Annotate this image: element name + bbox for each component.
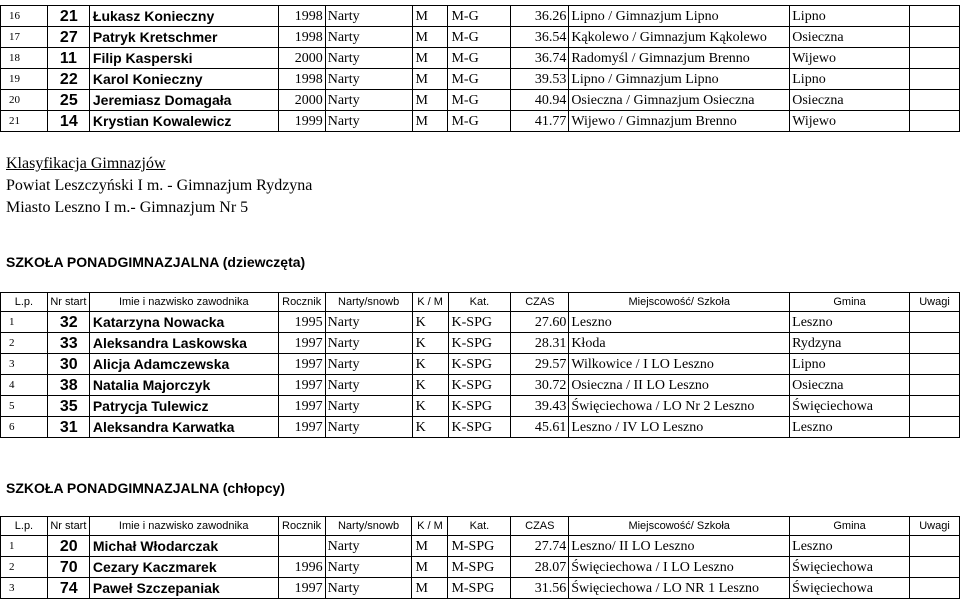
- cell-nr: 14: [47, 111, 89, 132]
- cell-time: 27.60: [511, 312, 569, 333]
- cell-time: 39.43: [511, 396, 569, 417]
- cell-year: 1999: [278, 111, 325, 132]
- table-header-row: [1, 517, 960, 536]
- cell-year: 1997: [278, 417, 325, 438]
- header-sex: K / M: [412, 517, 448, 536]
- cell-lp: 3: [1, 578, 48, 599]
- cell-nr: 27: [47, 27, 89, 48]
- cell-lp: 20: [1, 90, 48, 111]
- cell-uwagi: [910, 312, 960, 333]
- cell-nr: 38: [47, 375, 89, 396]
- cell-sex: K: [412, 417, 448, 438]
- cell-name: Alicja Adamczewska: [89, 354, 278, 375]
- cell-gmina: Osieczna: [790, 90, 910, 111]
- header-nr: Nr start: [47, 293, 89, 312]
- cell-lp: 21: [1, 111, 48, 132]
- cell-cat: K-SPG: [448, 417, 511, 438]
- cell-lp: 1: [1, 536, 48, 557]
- cell-year: [278, 536, 325, 557]
- cell-school: Kąkolewo / Gimnazjum Kąkolewo: [569, 27, 790, 48]
- header-uwagi: Uwagi: [909, 517, 959, 536]
- header-year: Rocznik: [278, 293, 325, 312]
- cell-uwagi: [910, 90, 960, 111]
- cell-school: Lipno / Gimnazjum Lipno: [569, 6, 790, 27]
- cell-sex: K: [412, 396, 448, 417]
- cell-time: 41.77: [511, 111, 569, 132]
- cell-lp: 5: [1, 396, 48, 417]
- cell-type: Narty: [325, 312, 412, 333]
- cell-time: 36.26: [511, 6, 569, 27]
- cell-type: Narty: [325, 48, 412, 69]
- cell-gmina: Osieczna: [790, 375, 910, 396]
- cell-sex: K: [412, 375, 448, 396]
- cell-year: 1997: [278, 354, 325, 375]
- cell-type: Narty: [325, 111, 412, 132]
- cell-nr: 74: [47, 578, 89, 599]
- cell-sex: K: [412, 354, 448, 375]
- results-table-gimnazjum: [0, 5, 960, 132]
- cell-type: Narty: [325, 557, 412, 578]
- cell-cat: K-SPG: [448, 333, 511, 354]
- cell-name: Michał Włodarczak: [89, 536, 278, 557]
- cell-sex: M: [412, 557, 448, 578]
- cell-cat: M-G: [448, 69, 511, 90]
- cell-uwagi: [910, 6, 960, 27]
- table-row: [1, 417, 960, 438]
- cell-time: 27.74: [511, 536, 569, 557]
- cell-uwagi: [909, 536, 959, 557]
- cell-sex: K: [412, 312, 448, 333]
- cell-name: Katarzyna Nowacka: [89, 312, 278, 333]
- cell-time: 28.31: [511, 333, 569, 354]
- cell-time: 31.56: [511, 578, 569, 599]
- results-table-boys: [0, 516, 960, 599]
- header-time: CZAS: [511, 293, 569, 312]
- cell-year: 1998: [278, 6, 325, 27]
- header-school: Miejscowość/ Szkoła: [569, 293, 790, 312]
- cell-sex: M: [412, 27, 448, 48]
- header-school: Miejscowość/ Szkoła: [569, 517, 790, 536]
- cell-time: 29.57: [511, 354, 569, 375]
- table-row: [1, 312, 960, 333]
- cell-uwagi: [910, 27, 960, 48]
- cell-name: Paweł Szczepaniak: [89, 578, 278, 599]
- results-table-girls: [0, 292, 960, 438]
- cell-nr: 31: [47, 417, 89, 438]
- table-row: [1, 111, 960, 132]
- cell-type: Narty: [325, 417, 412, 438]
- cell-school: Święciechowa / LO NR 1 Leszno: [569, 578, 790, 599]
- cell-lp: 6: [1, 417, 48, 438]
- header-name: Imie i nazwisko zawodnika: [89, 517, 278, 536]
- cell-year: 1998: [278, 27, 325, 48]
- cell-gmina: Święciechowa: [790, 578, 910, 599]
- cell-school: Wijewo / Gimnazjum Brenno: [569, 111, 790, 132]
- county-result: Powiat Leszczyński I m. - Gimnazjum Rydzyna: [6, 177, 313, 194]
- header-type: Narty/snowb: [325, 517, 412, 536]
- cell-uwagi: [910, 375, 960, 396]
- cell-cat: K-SPG: [448, 312, 511, 333]
- cell-nr: 35: [47, 396, 89, 417]
- cell-type: Narty: [325, 578, 412, 599]
- cell-sex: M: [412, 90, 448, 111]
- cell-name: Filip Kasperski: [89, 48, 278, 69]
- cell-name: Natalia Majorczyk: [89, 375, 278, 396]
- cell-uwagi: [909, 557, 959, 578]
- cell-time: 45.61: [511, 417, 569, 438]
- city-result: Miasto Leszno I m.- Gimnazjum Nr 5: [6, 199, 249, 216]
- cell-uwagi: [910, 396, 960, 417]
- cell-gmina: Osieczna: [790, 27, 910, 48]
- cell-type: Narty: [325, 536, 412, 557]
- cell-year: 1996: [278, 557, 325, 578]
- header-time: CZAS: [511, 517, 569, 536]
- cell-time: 40.94: [511, 90, 569, 111]
- cell-lp: 2: [1, 333, 48, 354]
- header-type: Narty/snowb: [325, 293, 412, 312]
- header-gmina: Gmina: [790, 293, 910, 312]
- cell-lp: 3: [1, 354, 48, 375]
- cell-nr: 70: [47, 557, 89, 578]
- cell-cat: M-G: [448, 27, 511, 48]
- cell-time: 28.07: [511, 557, 569, 578]
- cell-cat: M-G: [448, 111, 511, 132]
- cell-gmina: Lipno: [790, 354, 910, 375]
- cell-sex: M: [412, 111, 448, 132]
- cell-cat: M-G: [448, 48, 511, 69]
- cell-type: Narty: [325, 27, 412, 48]
- table-row: [1, 27, 960, 48]
- cell-uwagi: [910, 354, 960, 375]
- cell-year: 1997: [278, 333, 325, 354]
- header-name: Imie i nazwisko zawodnika: [89, 293, 278, 312]
- cell-name: Jeremiasz Domagała: [89, 90, 278, 111]
- cell-nr: 32: [47, 312, 89, 333]
- boys-section-title: SZKOŁA PONADGIMNAZJALNA (chłopcy): [6, 480, 285, 496]
- cell-sex: M: [412, 69, 448, 90]
- cell-name: Cezary Kaczmarek: [89, 557, 278, 578]
- cell-school: Lipno / Gimnazjum Lipno: [569, 69, 790, 90]
- cell-type: Narty: [325, 90, 412, 111]
- cell-type: Narty: [325, 6, 412, 27]
- cell-name: Karol Konieczny: [89, 69, 278, 90]
- cell-type: Narty: [325, 354, 412, 375]
- cell-type: Narty: [325, 69, 412, 90]
- cell-uwagi: [910, 48, 960, 69]
- cell-school: Leszno: [569, 312, 790, 333]
- cell-lp: 1: [1, 312, 48, 333]
- cell-year: 1998: [278, 69, 325, 90]
- cell-cat: M-G: [448, 90, 511, 111]
- cell-sex: M: [412, 6, 448, 27]
- header-lp: L.p.: [1, 293, 48, 312]
- table-row: [1, 578, 960, 599]
- cell-year: 1995: [278, 312, 325, 333]
- table-row: [1, 396, 960, 417]
- cell-gmina: Leszno: [790, 536, 910, 557]
- table-row: [1, 48, 960, 69]
- table-row: [1, 333, 960, 354]
- table-row: [1, 6, 960, 27]
- cell-gmina: Leszno: [790, 312, 910, 333]
- cell-nr: 25: [47, 90, 89, 111]
- cell-time: 30.72: [511, 375, 569, 396]
- cell-time: 39.53: [511, 69, 569, 90]
- table-row: [1, 375, 960, 396]
- cell-cat: M-SPG: [448, 578, 511, 599]
- cell-nr: 20: [47, 536, 89, 557]
- cell-type: Narty: [325, 396, 412, 417]
- cell-type: Narty: [325, 375, 412, 396]
- header-nr: Nr start: [47, 517, 89, 536]
- cell-lp: 16: [1, 6, 48, 27]
- header-lp: L.p.: [1, 517, 48, 536]
- cell-cat: M-SPG: [448, 536, 511, 557]
- cell-year: 1997: [278, 396, 325, 417]
- girls-section-title: SZKOŁA PONADGIMNAZJALNA (dziewczęta): [6, 254, 306, 270]
- cell-school: Kłoda: [569, 333, 790, 354]
- cell-sex: M: [412, 48, 448, 69]
- cell-school: Leszno/ II LO Leszno: [569, 536, 790, 557]
- cell-name: Łukasz Konieczny: [89, 6, 278, 27]
- header-gmina: Gmina: [790, 517, 910, 536]
- cell-school: Osieczna / II LO Leszno: [569, 375, 790, 396]
- cell-gmina: Święciechowa: [790, 396, 910, 417]
- cell-school: Święciechowa / I LO Leszno: [569, 557, 790, 578]
- cell-name: Aleksandra Laskowska: [89, 333, 278, 354]
- cell-year: 2000: [278, 48, 325, 69]
- cell-uwagi: [909, 578, 959, 599]
- cell-school: Radomyśl / Gimnazjum Brenno: [569, 48, 790, 69]
- cell-sex: K: [412, 333, 448, 354]
- header-year: Rocznik: [278, 517, 325, 536]
- cell-lp: 4: [1, 375, 48, 396]
- cell-lp: 19: [1, 69, 48, 90]
- table-header-row: [1, 293, 960, 312]
- header-cat: Kat.: [448, 517, 511, 536]
- cell-nr: 30: [47, 354, 89, 375]
- cell-cat: K-SPG: [448, 375, 511, 396]
- cell-nr: 21: [47, 6, 89, 27]
- cell-gmina: Lipno: [790, 6, 910, 27]
- table-row: [1, 536, 960, 557]
- cell-lp: 2: [1, 557, 48, 578]
- cell-uwagi: [910, 111, 960, 132]
- cell-lp: 17: [1, 27, 48, 48]
- table-row: [1, 90, 960, 111]
- cell-cat: K-SPG: [448, 354, 511, 375]
- cell-name: Krystian Kowalewicz: [89, 111, 278, 132]
- cell-cat: M-G: [448, 6, 511, 27]
- cell-name: Patryk Kretschmer: [89, 27, 278, 48]
- cell-gmina: Wijewo: [790, 111, 910, 132]
- cell-sex: M: [412, 536, 448, 557]
- cell-school: Osieczna / Gimnazjum Osieczna: [569, 90, 790, 111]
- cell-uwagi: [910, 417, 960, 438]
- cell-year: 1997: [278, 375, 325, 396]
- cell-lp: 18: [1, 48, 48, 69]
- header-sex: K / M: [412, 293, 448, 312]
- cell-name: Patrycja Tulewicz: [89, 396, 278, 417]
- cell-cat: M-SPG: [448, 557, 511, 578]
- table-row: [1, 69, 960, 90]
- cell-nr: 33: [47, 333, 89, 354]
- cell-gmina: Lipno: [790, 69, 910, 90]
- table-row: [1, 354, 960, 375]
- cell-gmina: Rydzyna: [790, 333, 910, 354]
- cell-nr: 22: [47, 69, 89, 90]
- cell-time: 36.74: [511, 48, 569, 69]
- cell-sex: M: [412, 578, 448, 599]
- cell-gmina: Wijewo: [790, 48, 910, 69]
- cell-year: 1997: [278, 578, 325, 599]
- cell-cat: K-SPG: [448, 396, 511, 417]
- header-uwagi: Uwagi: [910, 293, 960, 312]
- cell-school: Leszno / IV LO Leszno: [569, 417, 790, 438]
- cell-school: Wilkowice / I LO Leszno: [569, 354, 790, 375]
- header-cat: Kat.: [448, 293, 511, 312]
- cell-uwagi: [910, 333, 960, 354]
- cell-year: 2000: [278, 90, 325, 111]
- table-row: [1, 557, 960, 578]
- classification-title: Klasyfikacja Gimnazjów: [6, 155, 166, 172]
- cell-school: Święciechowa / LO Nr 2 Leszno: [569, 396, 790, 417]
- cell-uwagi: [910, 69, 960, 90]
- cell-gmina: Leszno: [790, 417, 910, 438]
- cell-gmina: Święciechowa: [790, 557, 910, 578]
- cell-type: Narty: [325, 333, 412, 354]
- cell-nr: 11: [47, 48, 89, 69]
- cell-name: Aleksandra Karwatka: [89, 417, 278, 438]
- cell-time: 36.54: [511, 27, 569, 48]
